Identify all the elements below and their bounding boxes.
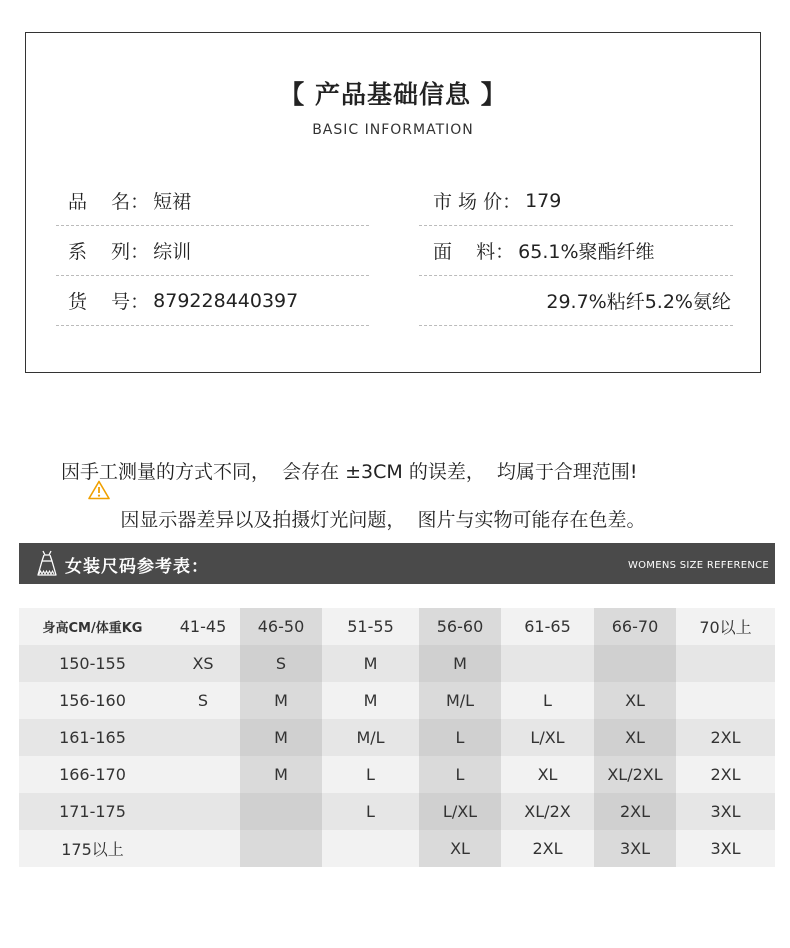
size-cell	[240, 830, 322, 867]
size-cell	[594, 645, 676, 682]
size-cell	[166, 793, 240, 830]
size-chart-title: 女装尺码参考表：	[65, 557, 209, 577]
size-cell: 3XL	[676, 830, 775, 867]
table-row	[19, 756, 775, 793]
size-cell: M	[240, 756, 322, 793]
size-cell: XL/2XL	[594, 756, 676, 793]
size-cell: L	[322, 756, 419, 793]
size-cell: 2XL	[594, 793, 676, 830]
size-cell	[501, 645, 594, 682]
size-cell: XL	[594, 682, 676, 719]
size-cell: M	[419, 645, 501, 682]
table-row	[19, 830, 775, 867]
size-cell	[166, 756, 240, 793]
size-cell: XL/2X	[501, 793, 594, 830]
weight-header: 41-45	[166, 608, 240, 645]
size-cell: XL	[594, 719, 676, 756]
size-chart-header	[19, 543, 775, 584]
height-cell: 156-160	[19, 682, 166, 719]
size-cell: 2XL	[676, 756, 775, 793]
size-cell: L	[419, 719, 501, 756]
info-value: 179	[525, 189, 562, 212]
info-label: 货 号：	[68, 291, 150, 313]
weight-header: 51-55	[322, 608, 419, 645]
size-cell: M	[240, 719, 322, 756]
table-row	[19, 719, 775, 756]
size-cell: XS	[166, 645, 240, 682]
size-cell: L	[419, 756, 501, 793]
height-cell: 166-170	[19, 756, 166, 793]
table-row	[19, 645, 775, 682]
table-header-row	[19, 608, 775, 645]
size-table	[19, 608, 775, 867]
info-row-fabric	[419, 226, 733, 276]
height-cell: 171-175	[19, 793, 166, 830]
info-row-market-price	[419, 176, 733, 226]
info-value: 短裙	[153, 191, 192, 213]
info-label: 面 料：	[433, 241, 515, 263]
size-cell: M	[322, 645, 419, 682]
notice-text-1: 因显示器差异以及拍摄灯光问题， 图片与实物可能存在色差。	[120, 509, 646, 531]
size-cell: S	[240, 645, 322, 682]
info-label: 品 名：	[68, 191, 150, 213]
weight-header: 66-70	[594, 608, 676, 645]
size-cell: 3XL	[594, 830, 676, 867]
size-cell: L/XL	[501, 719, 594, 756]
info-row-series	[56, 226, 369, 276]
size-cell: M/L	[419, 682, 501, 719]
info-subtitle: BASIC INFORMATION	[312, 122, 474, 138]
size-cell	[676, 682, 775, 719]
size-cell: 2XL	[501, 830, 594, 867]
size-cell: M	[240, 682, 322, 719]
weight-header: 56-60	[419, 608, 501, 645]
size-cell: L/XL	[419, 793, 501, 830]
height-cell: 150-155	[19, 645, 166, 682]
height-cell: 175以上	[19, 830, 166, 867]
size-cell: S	[166, 682, 240, 719]
basic-info-panel	[25, 32, 761, 373]
size-cell	[240, 793, 322, 830]
info-value: 29.7%粘纤5.2%氨纶	[546, 291, 731, 313]
size-cell	[676, 645, 775, 682]
size-cell: 3XL	[676, 793, 775, 830]
height-cell: 161-165	[19, 719, 166, 756]
weight-header: 61-65	[501, 608, 594, 645]
size-cell: XL	[419, 830, 501, 867]
table-row	[19, 682, 775, 719]
corner-label: 身高CM/体重KG	[19, 608, 166, 645]
size-cell: L	[322, 793, 419, 830]
info-label: 系 列：	[68, 241, 150, 263]
info-label: 市 场 价：	[433, 191, 522, 213]
info-row-fabric-cont	[419, 276, 733, 326]
size-cell	[322, 830, 419, 867]
info-value: 65.1%聚酯纤维	[518, 241, 655, 263]
weight-header: 46-50	[240, 608, 322, 645]
table-row	[19, 793, 775, 830]
size-chart-subtitle: WOMENS SIZE REFERENCE	[627, 560, 769, 571]
size-cell: L	[501, 682, 594, 719]
size-cell: XL	[501, 756, 594, 793]
info-value: 879228440397	[153, 289, 299, 312]
size-cell: M/L	[322, 719, 419, 756]
weight-header: 70以上	[676, 608, 775, 645]
size-cell	[166, 719, 240, 756]
size-cell	[166, 830, 240, 867]
size-cell: M	[322, 682, 419, 719]
dress-icon	[36, 550, 58, 581]
notice	[28, 419, 646, 531]
info-title: 【 产品基础信息 】	[279, 80, 507, 109]
notice-line-2: 因手工测量的方式不同， 会存在 ±3CM 的误差， 均属于合理范围!	[61, 461, 638, 483]
size-cell: 2XL	[676, 719, 775, 756]
info-row-item-number	[56, 276, 369, 326]
info-value: 综训	[153, 241, 192, 263]
info-row-product-name	[56, 176, 369, 226]
